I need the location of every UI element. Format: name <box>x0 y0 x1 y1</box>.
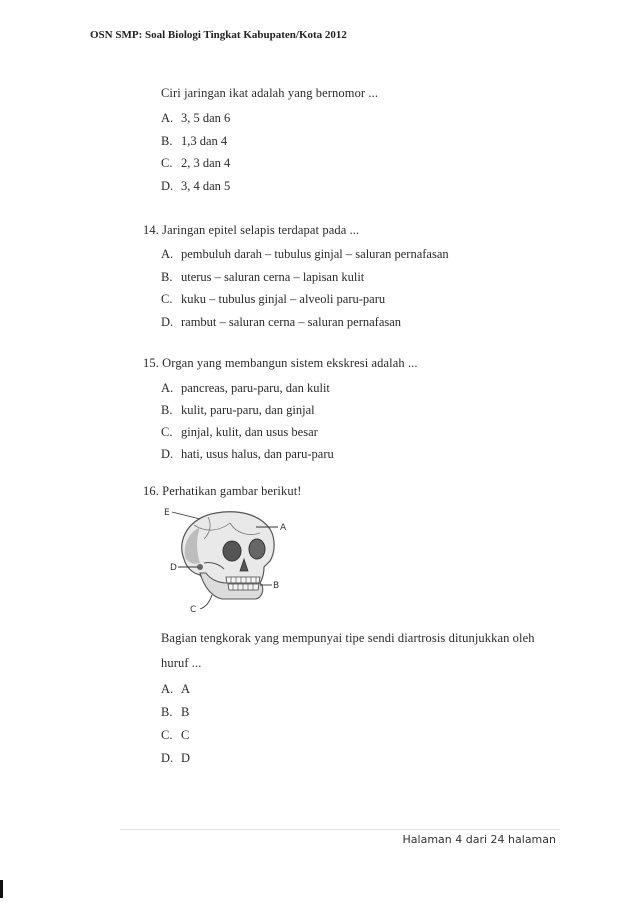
footer-divider <box>120 829 560 830</box>
option-text: 3, 4 dan 5 <box>181 179 231 193</box>
option-letter: B. <box>161 270 173 284</box>
option-text: uterus – saluran cerna – lapisan kulit <box>181 270 365 284</box>
question-number: 16. <box>143 484 159 498</box>
question-16-text-line-2: huruf ... <box>161 656 202 670</box>
figure-label-a: A <box>280 523 287 533</box>
question-number: 15. <box>143 356 159 370</box>
page-number: Halaman 4 dari 24 halaman <box>402 833 556 846</box>
option-text: 1,3 dan 4 <box>181 134 228 148</box>
question-15-stem <box>143 356 418 371</box>
option-text: C <box>181 728 190 742</box>
question-15-option-c <box>161 425 318 440</box>
question-16-stem <box>143 484 302 499</box>
option-letter: C. <box>161 728 173 742</box>
page-header: OSN SMP: Soal Biologi Tingkat Kabupaten/Kota 2012 <box>90 29 347 41</box>
question-13-option-d <box>161 179 230 194</box>
skull-eye-socket-right <box>249 539 265 559</box>
question-13-stem: Ciri jaringan ikat adalah yang bernomor ... <box>161 86 379 100</box>
option-text: B <box>181 705 190 719</box>
option-letter: C. <box>161 292 173 306</box>
option-text: D <box>181 751 191 765</box>
option-text: pembuluh darah – tubulus ginjal – saluran pernafasan <box>181 247 449 261</box>
option-text: pancreas, paru-paru, dan kulit <box>181 381 330 395</box>
option-text: ginjal, kulit, dan usus besar <box>181 425 318 439</box>
pointer-line-c <box>200 595 212 609</box>
option-letter: A. <box>161 381 174 395</box>
question-15-option-b <box>161 403 315 418</box>
skull-lower-teeth <box>228 584 259 590</box>
option-letter: C. <box>161 156 173 170</box>
skull-figure <box>160 503 300 615</box>
question-15-option-a <box>161 381 330 396</box>
option-text: A <box>181 682 191 696</box>
question-14-option-c <box>161 292 385 307</box>
question-14-option-d <box>161 315 401 330</box>
option-letter: A. <box>161 682 174 696</box>
question-15-option-d <box>161 447 334 462</box>
option-letter: A. <box>161 111 174 125</box>
option-letter: D. <box>161 179 174 193</box>
option-text: 2, 3 dan 4 <box>181 156 231 170</box>
option-text: 3, 5 dan 6 <box>181 111 231 125</box>
skull-eye-socket-left <box>223 541 241 561</box>
question-16-option-c <box>161 728 189 743</box>
option-text: kulit, paru-paru, dan ginjal <box>181 403 315 417</box>
option-letter: D. <box>161 447 174 461</box>
option-letter: D. <box>161 315 174 329</box>
figure-label-b: B <box>273 581 280 591</box>
option-letter: C. <box>161 425 173 439</box>
option-letter: B. <box>161 705 173 719</box>
question-16-option-a <box>161 682 190 697</box>
option-text: kuku – tubulus ginjal – alveoli paru-paru <box>181 292 386 306</box>
question-14-option-b <box>161 270 364 285</box>
option-text: rambut – saluran cerna – saluran pernafasan <box>181 315 402 329</box>
option-text: hati, usus halus, dan paru-paru <box>181 447 334 461</box>
question-text: Organ yang membangun sistem ekskresi adalah ... <box>162 356 418 370</box>
question-13-option-a <box>161 111 230 126</box>
question-13-option-b <box>161 134 227 149</box>
figure-label-c: C <box>190 605 197 615</box>
pointer-line-e <box>172 512 200 519</box>
option-letter: A. <box>161 247 174 261</box>
question-16-option-b <box>161 705 189 720</box>
question-14-stem <box>143 223 359 238</box>
question-text: Perhatikan gambar berikut! <box>162 484 302 498</box>
question-14-option-a <box>161 247 449 262</box>
question-13-option-c <box>161 156 230 171</box>
figure-label-d: D <box>170 563 177 573</box>
figure-label-e: E <box>164 508 170 518</box>
question-16-text-line-1: Bagian tengkorak yang mempunyai tipe sendi diartrosis ditunjukkan oleh <box>161 631 535 645</box>
option-letter: B. <box>161 403 173 417</box>
question-16-option-d <box>161 751 190 766</box>
option-letter: B. <box>161 134 173 148</box>
question-number: 14. <box>143 223 159 237</box>
question-text: Jaringan epitel selapis terdapat pada ... <box>162 223 360 237</box>
scan-edge-mark <box>0 880 3 898</box>
option-letter: D. <box>161 751 174 765</box>
